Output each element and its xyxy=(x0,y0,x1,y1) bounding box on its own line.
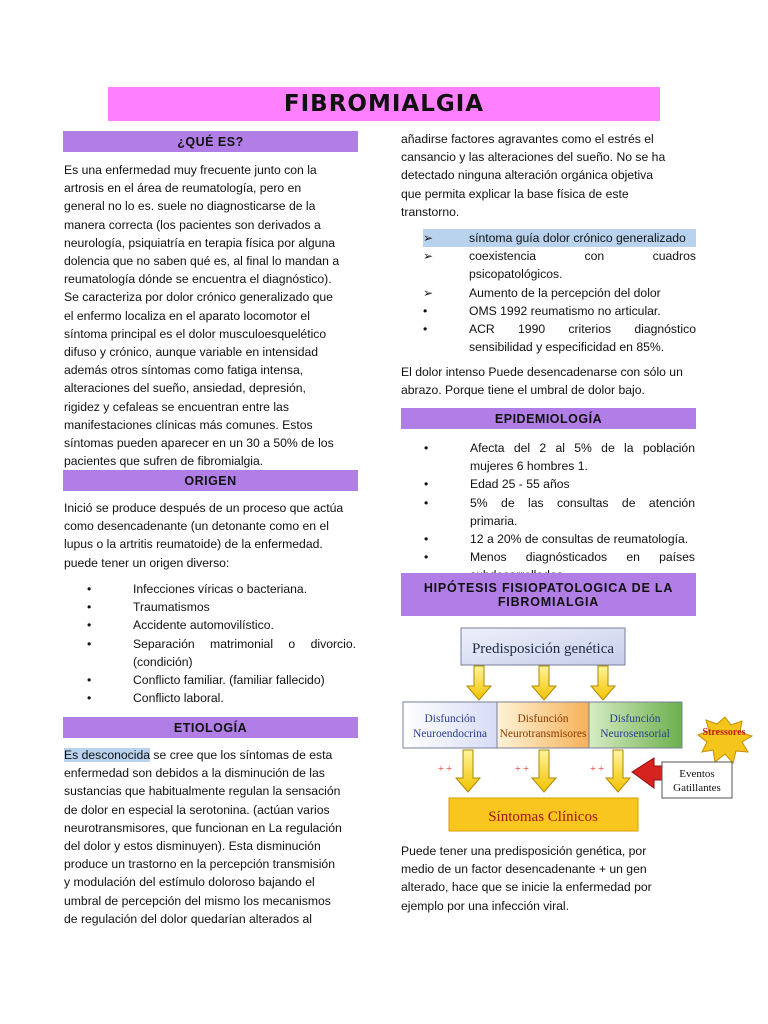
etiologia-continuation xyxy=(401,130,695,221)
text-line: manifestaciones clínicas más comunes. Estos xyxy=(64,417,313,432)
text-line: síntoma principal es el dolor musculoesquelético xyxy=(64,326,327,341)
section-heading-epidemiologia: EPIDEMIOLOGÍA xyxy=(401,408,696,429)
section-heading-origen: ORIGEN xyxy=(63,470,358,491)
origen-list xyxy=(87,580,356,707)
text-line: umbral de percepción del mismo los mecanismos xyxy=(64,893,331,908)
pathophysiology-diagram xyxy=(400,622,755,837)
text-line: de regulación del dolor quedarían alterados al xyxy=(64,911,312,926)
text-line: Inició se produce después de un proceso que actúa xyxy=(64,501,344,515)
list-item: • 12 a 20% de consultas de reumatología. xyxy=(424,532,689,547)
text-line: difuso y crónico, aunque variable en intensidad xyxy=(64,345,319,360)
list-item: • Traumatismos xyxy=(87,600,210,615)
stressors-burst-icon xyxy=(698,717,752,763)
list-item: • ACR 1990 criterios diagnóstico sensibilidad y especificidad en 85%. xyxy=(423,322,696,355)
text-line: cansancio y las alteraciones del sueño. No se ha xyxy=(401,150,666,165)
text-line: Se caracteriza por dolor crónico generalizado que xyxy=(64,290,333,305)
down-arrow-icon xyxy=(591,666,615,700)
text-line: y modulación del estímulo doloroso bajando el xyxy=(64,875,315,890)
text-line: reumatología dónde se encuentra el diagnóstico). xyxy=(64,272,332,287)
box-label: Disfunción xyxy=(609,713,661,725)
epidemiologia-list xyxy=(424,439,695,585)
stressors-label: Stressores xyxy=(702,727,746,738)
text-line: sustancias que habitualmente regulan la sensación xyxy=(64,784,341,799)
text-line: enfermedad son debidos a la disminución de las xyxy=(64,766,325,781)
que-es-paragraph xyxy=(64,161,356,470)
list-item: • Separación matrimonial o divorcio. (condición) xyxy=(87,636,356,669)
dolor-paragraph xyxy=(401,363,695,399)
title-banner xyxy=(108,87,660,121)
text-line: de dolor en especial la serotonina. (actúan varios xyxy=(64,802,330,817)
text-line: puede tener un origen diverso: xyxy=(64,555,230,570)
neuroendocrine-box xyxy=(403,702,497,748)
text-line: ejemplo por una infección viral. xyxy=(401,898,570,913)
text-line: además otros síntomas como fatiga intensa, xyxy=(64,363,304,378)
list-item: • OMS 1992 reumatismo no articular. xyxy=(423,303,661,318)
text-line: que permita explicar la base física de este xyxy=(401,186,629,201)
box-label: Neuroendocrina xyxy=(412,728,488,740)
left-arrow-icon xyxy=(632,758,664,788)
highlighted-text: Es desconocida xyxy=(64,748,151,762)
text-line: lupus o la artritis reumatoide) de la enfermedad. xyxy=(64,537,323,552)
list-item: • Conflicto laboral. xyxy=(87,691,224,706)
text-line: añadirse factores agravantes como el estrés el xyxy=(401,132,654,146)
box-label: Disfunción xyxy=(517,713,569,725)
down-arrow-icon xyxy=(532,750,556,792)
neurotransmitter-box xyxy=(497,702,589,748)
down-arrow-icon xyxy=(606,750,630,792)
heading-line: FIBROMIALGIA xyxy=(497,594,600,609)
text-line: Es desconocida se cree que los síntomas de esta xyxy=(64,748,333,762)
page-title: FIBROMIALGIA xyxy=(283,91,485,117)
text-line: síntomas pueden aparecer en un 30 a 50% de los xyxy=(64,436,334,451)
text-line: Es una enfermedad muy frecuente junto con la xyxy=(64,163,317,177)
plus-label: + + xyxy=(438,764,452,775)
text-line: El dolor intenso Puede desencadenarse con sólo un xyxy=(401,365,683,379)
box-label: Disfunción xyxy=(424,713,476,725)
text-line: Puede tener una predisposición genética, por xyxy=(401,844,647,858)
trigger-events-label: Gatillantes xyxy=(673,782,721,794)
list-item: • Conflicto familiar. (familiar fallecido) xyxy=(87,673,325,688)
text-line: general no lo es. suele no diagnosticarse de la xyxy=(64,199,316,214)
text-line: neurología, psiquiatría en terapia física por alguna xyxy=(64,235,336,250)
text-line: dolencia que no saben qué es, al final lo mandan a xyxy=(64,254,340,269)
text-line: el enfermo localiza en el aparato locomotor el xyxy=(64,308,310,323)
list-item: • Edad 25 - 55 años xyxy=(424,477,570,492)
text-line: como desencadenante (un detonante como en el xyxy=(64,519,329,534)
box-label: Neurosensorial xyxy=(600,728,670,740)
list-item: • 5% de las consultas de atención primaria. xyxy=(424,495,695,528)
text-line: pacientes que sufren de fibromialgia. xyxy=(64,454,264,469)
down-arrow-icon xyxy=(456,750,480,792)
text-line: neurotransmisores, que funcionan en La regulación xyxy=(64,820,342,835)
section-heading-hipotesis xyxy=(401,573,696,616)
symptom-list xyxy=(423,229,696,356)
text-line: alteraciones del sueño, ansiedad, depresión, xyxy=(64,381,306,396)
genetic-predisposition-label: Predisposición genética xyxy=(471,641,615,657)
neurosensory-box xyxy=(589,702,682,748)
text-line: alterado, hace que se inicie la enfermedad por xyxy=(401,880,652,895)
section-heading-que-es: ¿QUÉ ES? xyxy=(63,131,358,152)
down-arrow-icon xyxy=(467,666,491,700)
list-item: • Afecta del 2 al 5% de la población mujeres 6 hombres 1. xyxy=(424,441,695,474)
list-item: ➢ Aumento de la percepción del dolor xyxy=(423,285,661,300)
text-line: transtorno. xyxy=(401,204,460,219)
list-item: • Accidente automovilístico. xyxy=(87,618,274,633)
clinical-symptoms-label: Síntomas Clínicos xyxy=(488,809,598,825)
down-arrow-icon xyxy=(532,666,556,700)
list-item: • Infecciones víricas o bacteriana. xyxy=(87,582,308,596)
text-line: medio de un factor desencadenante + un gen xyxy=(401,862,647,877)
list-item: • Menos diagnósticados en países xyxy=(424,550,695,565)
section-heading-etiologia: ETIOLOGÍA xyxy=(63,717,358,738)
trigger-events-label: Eventos xyxy=(679,768,715,780)
text-line: detectado ninguna alteración orgánica objetiva xyxy=(401,168,654,183)
heading-line: HIPÓTESIS FISIOPATOLOGICA DE LA xyxy=(423,580,674,595)
text-line: produce un trastorno en la percepción transmisión xyxy=(64,857,335,872)
box-label: Neurotransmisores xyxy=(499,728,587,740)
plus-label: + + xyxy=(590,764,604,775)
list-item-highlighted: ➢ síntoma guía dolor crónico generalizado xyxy=(423,229,696,247)
text-line: manera correcta (los pacientes son derivados a xyxy=(64,217,321,232)
text-line: del dolor y estos disminuyen). Esta disminución xyxy=(64,839,321,854)
text-line: artrosis en el área de reumatología, pero en xyxy=(64,181,302,196)
origen-paragraph xyxy=(64,499,356,572)
text-line: rigidez y cefaleas se encuentran entre las xyxy=(64,399,289,414)
text-line: abrazo. Porque tiene el umbral de dolor bajo. xyxy=(401,383,645,398)
conclusion-paragraph xyxy=(401,842,695,915)
etiologia-paragraph xyxy=(64,746,356,928)
list-item: ➢ coexistencia con cuadros psicopatológicos. xyxy=(423,249,696,282)
plus-label: + + xyxy=(515,764,529,775)
